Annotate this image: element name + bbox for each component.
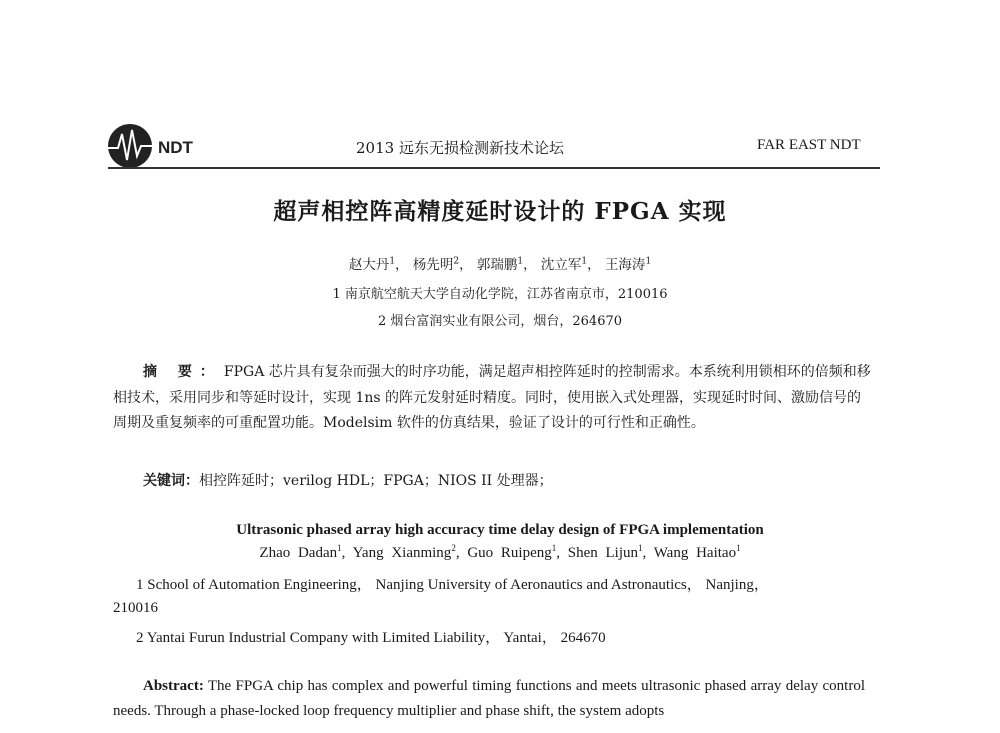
header-rule xyxy=(108,167,880,169)
author-affil-sup: 2 xyxy=(453,256,460,267)
paper-title-en: Ultrasonic phased array high accuracy time delay design of FPGA implementation xyxy=(236,522,764,538)
abstract-en xyxy=(113,674,865,724)
logo-text: NDT xyxy=(158,138,193,157)
affiliation-en-2: 2 Yantai Furun Industrial Company with Limited Liability， Yantai， 264670 xyxy=(136,630,606,646)
author-name: Wang Haitao xyxy=(653,545,737,561)
author-affil-sup: 1 xyxy=(517,256,524,267)
author-list-en: Zhao Dadan$^1$, Yang Xianming$^2$, Guo Ruipeng$^1$, Shen Lijun$^1$, Wang Haitao$^1$ xyxy=(259,543,741,561)
author-affil-sup: 1 xyxy=(645,256,652,267)
author-name: 沈立军 xyxy=(540,257,582,273)
author-name: Guo Ruipeng xyxy=(467,545,552,561)
keywords-cn-text: 相控阵延时；verilog HDL；FPGA；NIOS II 处理器； xyxy=(199,473,553,489)
author-affil-sup: 2 xyxy=(451,543,456,553)
affiliation-en-1-cont: 210016 xyxy=(113,600,158,616)
conference-name-en: FAR EAST NDT xyxy=(757,137,861,153)
paper-title-cn: 超声相控阵高精度延时设计的 FPGA 实现 xyxy=(273,198,727,225)
affiliation-en-1: 1 School of Automation Engineering， Nanjing University of Aeronautics and Astronautics， Nanjing， xyxy=(136,577,769,593)
abstract-cn xyxy=(113,360,873,437)
author-affil-sup: 1 xyxy=(736,543,741,553)
author-name: 赵大丹 xyxy=(348,257,390,273)
conference-name-cn: 2013 远东无损检测新技术论坛 xyxy=(356,139,564,157)
author-affil-sup: 1 xyxy=(551,543,557,553)
author-name: 杨先明 xyxy=(412,257,454,273)
author-affil-sup: 1 xyxy=(637,543,643,553)
author-name: 郭瑞鹏 xyxy=(476,257,518,273)
abstract-cn-label: 摘 要： xyxy=(143,364,222,380)
author-name: Zhao Dadan xyxy=(259,545,338,561)
author-affil-sup: 1 xyxy=(389,256,396,267)
far-east-ndt-logo xyxy=(106,120,206,174)
keywords-cn xyxy=(143,470,553,490)
affiliation-cn-1: 1 南京航空航天大学自动化学院，江苏省南京市，210016 xyxy=(332,287,668,302)
abstract-cn-text: FPGA 芯片具有复杂而强大的时序功能，满足超声相控阵延时的控制需求。本系统利用锁相环的倍频和移相技术，采用同步和等延时设计，实现 1ns 的阵元发射延时精度。同时，使用嵌入式处理器，实现延时时间、激励信号的周期及重复频率的可重配置功能。Modelsim 软件的仿真结果，验证了设计的可行性和正确性。 xyxy=(113,364,871,431)
author-list-cn: 赵大丹$^1$， 杨先明$^2$， 郭瑞鹏$^1$， 沈立军$^1$， 王海涛$^1$ xyxy=(348,256,652,273)
affiliation-cn-2: 2 烟台富润实业有限公司，烟台，264670 xyxy=(377,314,623,329)
author-affil-sup: 1 xyxy=(337,543,342,553)
abstract-en-text: The FPGA chip has complex and powerful timing functions and meets ultrasonic phased array delay control needs. Through a phase-locked loop frequency multiplier and phase shift, the system adopts xyxy=(113,678,866,719)
author-name: Shen Lijun xyxy=(567,545,638,561)
author-affil-sup: 1 xyxy=(581,256,588,267)
abstract-en-label: Abstract: xyxy=(143,678,204,694)
keywords-cn-label: 关键词： xyxy=(143,473,199,489)
author-name: Yang Xianming xyxy=(352,545,452,561)
author-name: 王海涛 xyxy=(604,257,646,273)
